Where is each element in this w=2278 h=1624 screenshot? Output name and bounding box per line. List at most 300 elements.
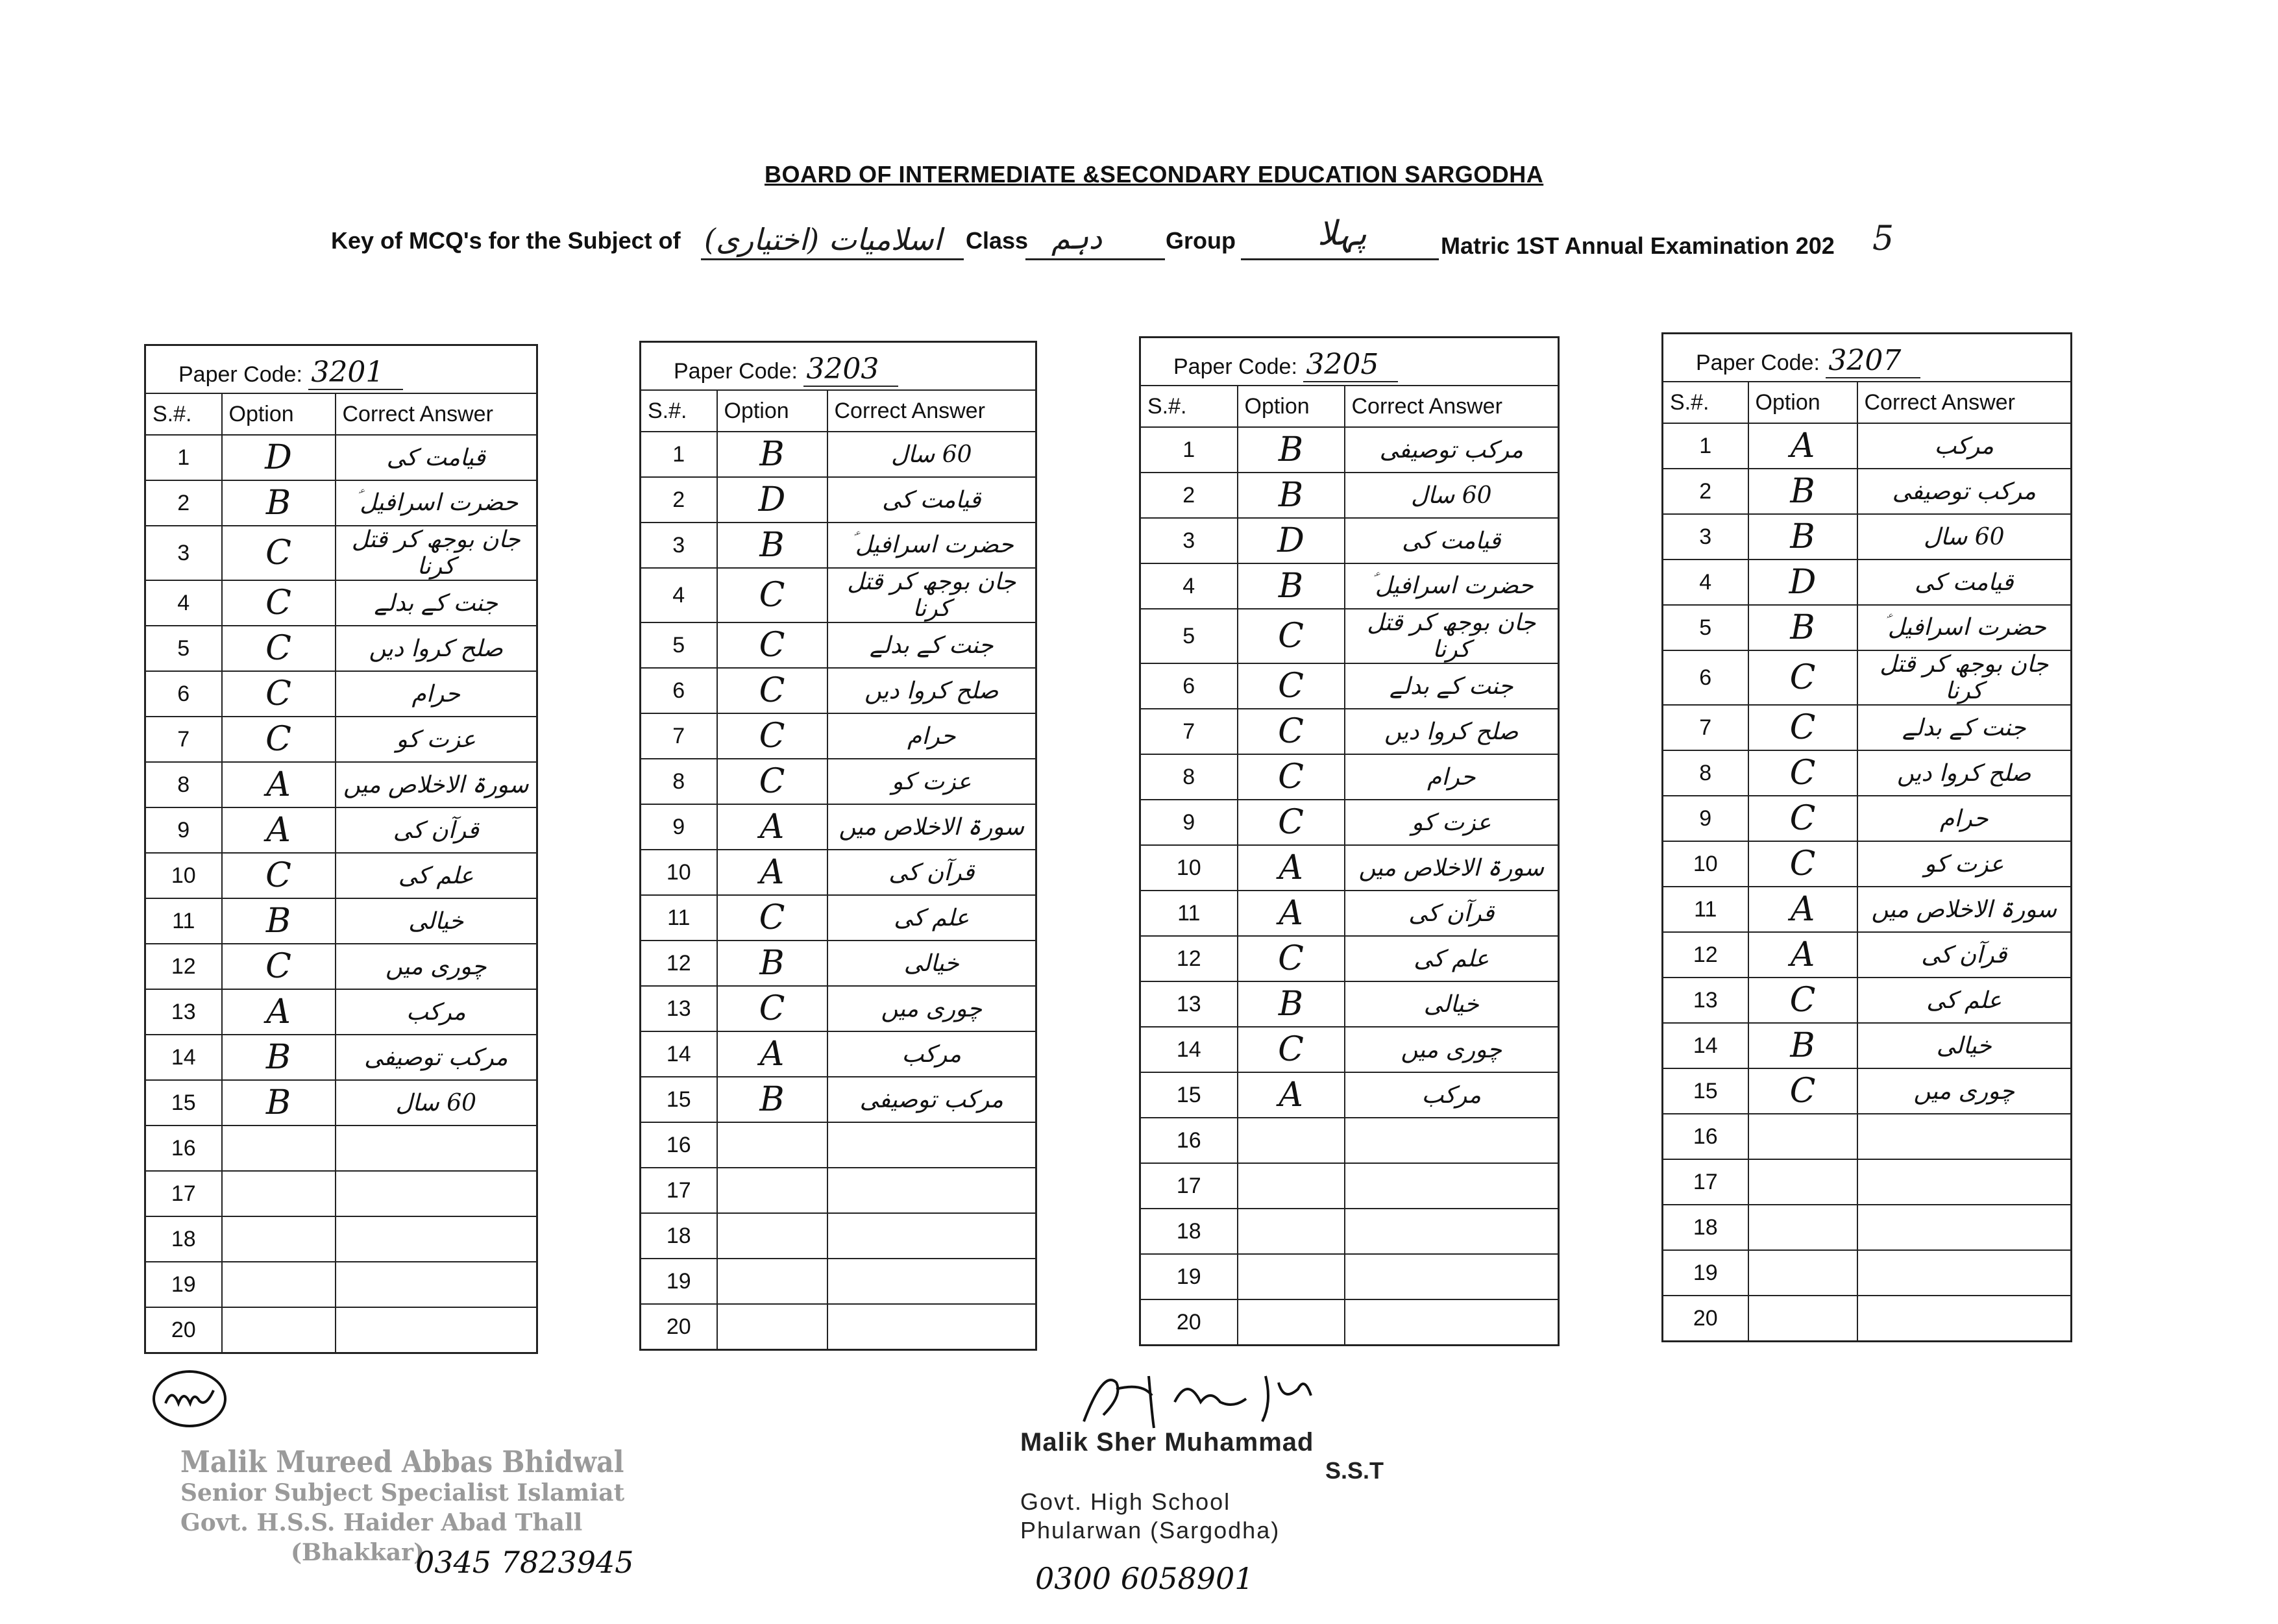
option-cell [222, 1262, 336, 1307]
option-cell [1238, 1118, 1345, 1163]
sno-cell: 16 [1663, 1114, 1748, 1159]
stamp-left-district: (Bhakkar) [291, 1539, 425, 1566]
answer-cell: مرکب توصیفی [1345, 427, 1559, 473]
sno-cell: 6 [1663, 650, 1748, 705]
sno-cell: 7 [145, 717, 222, 762]
paper-code-cell [1140, 338, 1559, 386]
option-cell: C [1748, 978, 1857, 1023]
sno-cell: 15 [1140, 1072, 1238, 1118]
sno-cell: 16 [145, 1126, 222, 1171]
answer-cell [1857, 1250, 2072, 1296]
answer-key-table-4 [1661, 332, 2072, 1342]
option-cell: C [1238, 1027, 1345, 1072]
answer-cell: صلح کروا دیں [336, 626, 537, 671]
answer-cell: سورۃ الاخلاص میں [336, 762, 537, 807]
table-row [1663, 605, 2072, 650]
sno-cell: 15 [145, 1080, 222, 1126]
option-cell: B [1748, 514, 1857, 560]
option-cell [717, 1259, 827, 1304]
table-row [641, 941, 1036, 986]
key-label: Key of MCQ's for the Subject of [331, 227, 681, 254]
option-cell: C [1748, 796, 1857, 841]
table-row [1140, 609, 1559, 663]
table-row [641, 668, 1036, 713]
answer-cell: حرام [1345, 754, 1559, 800]
option-cell: B [222, 1080, 336, 1126]
answer-cell: علم کی [1345, 936, 1559, 981]
answer-cell [336, 1307, 537, 1353]
option-cell: C [717, 622, 827, 668]
sno-cell: 10 [641, 850, 717, 895]
paper-code-label: Paper Code: [674, 359, 798, 384]
table-row [145, 898, 537, 944]
table-row [145, 1080, 537, 1126]
sno-cell: 3 [145, 526, 222, 580]
option-cell: A [717, 850, 827, 895]
answer-cell: جنت کے بدلے [336, 580, 537, 626]
table-row [641, 477, 1036, 523]
answer-cell: مرکب [1345, 1072, 1559, 1118]
option-cell: D [1748, 560, 1857, 605]
group-value: پہلا [1317, 214, 1367, 253]
table-row [641, 986, 1036, 1031]
option-cell: B [717, 523, 827, 568]
option-cell: B [1238, 473, 1345, 518]
table-row [1140, 754, 1559, 800]
sno-cell: 17 [1140, 1163, 1238, 1209]
option-cell: C [222, 671, 336, 717]
option-cell: C [1748, 705, 1857, 750]
answer-cell: قرآن کی [1345, 891, 1559, 936]
answer-cell: جان بوجھ کر قتل کرنا [1345, 609, 1559, 663]
answer-cell: 60 سال [1345, 473, 1559, 518]
answer-cell: جان بوجھ کر قتل کرنا [336, 526, 537, 580]
option-cell: C [1238, 800, 1345, 845]
table-row [1663, 1250, 2072, 1296]
table-row [641, 850, 1036, 895]
table-row [641, 523, 1036, 568]
stamp-left-designation: Senior Subject Specialist Islamiat [180, 1479, 625, 1507]
sno-cell: 5 [145, 626, 222, 671]
option-cell [1238, 1163, 1345, 1209]
sno-header: S.#. [145, 393, 222, 435]
table-row [1140, 845, 1559, 891]
option-cell [222, 1307, 336, 1353]
answer-cell: قیامت کی [827, 477, 1036, 523]
sno-cell: 1 [1140, 427, 1238, 473]
table-row [641, 1259, 1036, 1304]
table-row [1663, 469, 2072, 514]
answer-cell: صلح کروا دیں [1857, 750, 2072, 796]
table-row [1663, 750, 2072, 796]
paper-code-label: Paper Code: [1173, 354, 1297, 379]
answer-cell: سورۃ الاخلاص میں [1345, 845, 1559, 891]
table-row [1663, 1296, 2072, 1342]
table-row [641, 568, 1036, 622]
answer-cell [827, 1304, 1036, 1350]
option-cell: B [1748, 469, 1857, 514]
sno-cell: 11 [1663, 887, 1748, 932]
paper-code-label: Paper Code: [1696, 351, 1820, 375]
table-row [145, 807, 537, 853]
sno-cell: 20 [641, 1304, 717, 1350]
table-row [145, 671, 537, 717]
table-row [145, 1126, 537, 1171]
sno-cell: 12 [1663, 932, 1748, 978]
sno-cell: 9 [641, 804, 717, 850]
sno-cell: 13 [1663, 978, 1748, 1023]
table-row [1140, 891, 1559, 936]
answer-cell: خیالی [1345, 981, 1559, 1027]
table-row [1140, 663, 1559, 709]
sno-cell: 2 [1140, 473, 1238, 518]
table-row [1663, 705, 2072, 750]
table-row [1140, 1163, 1559, 1209]
option-cell: C [222, 580, 336, 626]
sno-cell: 16 [1140, 1118, 1238, 1163]
sno-cell: 6 [641, 668, 717, 713]
table-row [1140, 1209, 1559, 1254]
stamp-left-school: Govt. H.S.S. Haider Abad Thall [180, 1509, 583, 1536]
sno-cell: 16 [641, 1122, 717, 1168]
option-cell: C [222, 526, 336, 580]
sno-cell: 12 [641, 941, 717, 986]
sno-cell: 10 [1140, 845, 1238, 891]
option-cell [1238, 1254, 1345, 1299]
paper-code-cell [641, 342, 1036, 391]
answer-cell [336, 1171, 537, 1216]
table-row [145, 989, 537, 1035]
option-cell: A [222, 807, 336, 853]
table-row [145, 1262, 537, 1307]
correct-answer-header: Correct Answer [336, 393, 537, 435]
option-cell: C [1238, 663, 1345, 709]
answer-cell: حرام [827, 713, 1036, 759]
option-cell: A [1238, 1072, 1345, 1118]
stamp-right-school: Govt. High School [1020, 1488, 1231, 1515]
option-cell: D [1238, 518, 1345, 563]
sno-cell: 20 [145, 1307, 222, 1353]
answer-cell [336, 1126, 537, 1171]
sno-cell: 19 [145, 1262, 222, 1307]
sno-cell: 9 [1140, 800, 1238, 845]
table-row [1140, 518, 1559, 563]
option-cell: A [222, 762, 336, 807]
table-row [1663, 514, 2072, 560]
table-row [641, 895, 1036, 941]
sno-cell: 8 [641, 759, 717, 804]
option-cell [1238, 1209, 1345, 1254]
sno-cell: 20 [1663, 1296, 1748, 1342]
option-header: Option [1748, 382, 1857, 423]
answer-cell: حضرت اسرافیل ؑ [1857, 605, 2072, 650]
sno-cell: 5 [641, 622, 717, 668]
sno-cell: 15 [1663, 1068, 1748, 1114]
table-row [1663, 887, 2072, 932]
group-underline [1241, 258, 1439, 260]
option-cell: C [1238, 709, 1345, 754]
answer-cell: قرآن کی [336, 807, 537, 853]
answer-cell: قرآن کی [827, 850, 1036, 895]
correct-answer-header: Correct Answer [1857, 382, 2072, 423]
answer-cell [336, 1262, 537, 1307]
answer-cell [1345, 1209, 1559, 1254]
table-row [145, 853, 537, 898]
table-row [1140, 936, 1559, 981]
sno-cell: 13 [641, 986, 717, 1031]
table-row [1140, 473, 1559, 518]
table-row [1663, 932, 2072, 978]
table-row [1140, 1072, 1559, 1118]
option-cell: A [717, 1031, 827, 1077]
option-cell: A [717, 804, 827, 850]
answer-cell: خیالی [827, 941, 1036, 986]
sno-cell: 15 [641, 1077, 717, 1122]
answer-cell: علم کی [336, 853, 537, 898]
answer-cell: مرکب [1857, 423, 2072, 469]
group-label: Group [1166, 227, 1236, 254]
sno-cell: 17 [145, 1171, 222, 1216]
table-row [1140, 1299, 1559, 1346]
sno-cell: 5 [1663, 605, 1748, 650]
answer-cell: قیامت کی [1857, 560, 2072, 605]
class-value: دہم [1051, 221, 1103, 256]
option-cell: B [222, 898, 336, 944]
table-row [1140, 1118, 1559, 1163]
sno-cell: 13 [145, 989, 222, 1035]
table-row [1140, 800, 1559, 845]
initials-signature [149, 1363, 234, 1434]
sno-cell: 17 [1663, 1159, 1748, 1205]
answer-cell: جان بوجھ کر قتل کرنا [827, 568, 1036, 622]
paper-code-value: 3201 [308, 356, 403, 390]
sno-cell: 5 [1140, 609, 1238, 663]
option-cell: B [222, 1035, 336, 1080]
answer-cell: مرکب [827, 1031, 1036, 1077]
table-row [145, 762, 537, 807]
sno-cell: 13 [1140, 981, 1238, 1027]
exam-label: Matric 1ST Annual Examination 202 [1441, 232, 1835, 259]
answer-cell: صلح کروا دیں [827, 668, 1036, 713]
option-cell: B [717, 432, 827, 477]
option-cell: B [717, 941, 827, 986]
option-cell [1748, 1159, 1857, 1205]
sno-cell: 2 [1663, 469, 1748, 514]
option-cell: C [717, 895, 827, 941]
stamp-right-location: Phularwan (Sargodha) [1020, 1517, 1280, 1544]
sno-cell: 8 [1663, 750, 1748, 796]
table-row [1140, 563, 1559, 609]
sno-cell: 4 [1663, 560, 1748, 605]
answer-cell: جنت کے بدلے [1857, 705, 2072, 750]
table-row [641, 1122, 1036, 1168]
table-row [145, 626, 537, 671]
answer-cell [1857, 1205, 2072, 1250]
stamp-left-phone: 0345 7823945 [415, 1545, 634, 1580]
table-row [641, 1304, 1036, 1350]
answer-cell: قرآن کی [1857, 932, 2072, 978]
answer-key-table-1 [144, 344, 538, 1354]
paper-code-cell [145, 345, 537, 394]
answer-cell: قیامت کی [1345, 518, 1559, 563]
answer-cell [1345, 1299, 1559, 1346]
option-cell: C [1748, 650, 1857, 705]
sno-cell: 14 [145, 1035, 222, 1080]
sno-cell: 7 [1140, 709, 1238, 754]
answer-cell: حضرت اسرافیل ؑ [336, 480, 537, 526]
option-cell: B [1238, 563, 1345, 609]
answer-cell [1345, 1163, 1559, 1209]
table-row [1663, 650, 2072, 705]
answer-cell [336, 1216, 537, 1262]
option-cell: D [717, 477, 827, 523]
sno-cell: 11 [1140, 891, 1238, 936]
option-cell: B [1238, 981, 1345, 1027]
answer-cell: عزت کو [1857, 841, 2072, 887]
table-row [641, 1168, 1036, 1213]
paper-code-label: Paper Code: [178, 362, 302, 387]
table-row [1663, 1114, 2072, 1159]
answer-cell: علم کی [827, 895, 1036, 941]
answer-cell: جنت کے بدلے [1345, 663, 1559, 709]
answer-key-table-3 [1139, 336, 1560, 1346]
answer-cell: صلح کروا دیں [1345, 709, 1559, 754]
sno-cell: 4 [641, 568, 717, 622]
table-row [145, 1171, 537, 1216]
sno-cell: 19 [1140, 1254, 1238, 1299]
answer-cell: عزت کو [827, 759, 1036, 804]
answer-cell [1857, 1159, 2072, 1205]
answer-cell [1345, 1254, 1559, 1299]
table-row [145, 526, 537, 580]
option-cell: C [222, 853, 336, 898]
answer-cell: حرام [336, 671, 537, 717]
option-cell: C [717, 668, 827, 713]
paper-code-cell [1663, 334, 2072, 382]
table-row [1663, 1068, 2072, 1114]
table-row [1663, 1159, 2072, 1205]
sno-cell: 2 [145, 480, 222, 526]
answer-cell [827, 1259, 1036, 1304]
answer-key-table-2 [639, 341, 1037, 1351]
sno-cell: 7 [1663, 705, 1748, 750]
sno-cell: 14 [1663, 1023, 1748, 1068]
table-row [1140, 1254, 1559, 1299]
sno-cell: 11 [641, 895, 717, 941]
table-row [1663, 978, 2072, 1023]
option-cell [1748, 1296, 1857, 1342]
sno-cell: 20 [1140, 1299, 1238, 1346]
option-cell: C [717, 986, 827, 1031]
sno-header: S.#. [641, 390, 717, 432]
class-label: Class [966, 227, 1029, 254]
exam-year-suffix: 5 [1872, 219, 1894, 258]
answer-cell: جان بوجھ کر قتل کرنا [1857, 650, 2072, 705]
option-cell: C [717, 713, 827, 759]
option-cell: A [1748, 423, 1857, 469]
table-row [641, 432, 1036, 477]
table-row [641, 622, 1036, 668]
sno-cell: 18 [1663, 1205, 1748, 1250]
sno-cell: 4 [145, 580, 222, 626]
board-title: BOARD OF INTERMEDIATE &SECONDARY EDUCATION SARGODHA [765, 161, 1544, 188]
sno-cell: 8 [1140, 754, 1238, 800]
table-row [1663, 841, 2072, 887]
sno-cell: 10 [145, 853, 222, 898]
stamp-right-phone: 0300 6058901 [1035, 1561, 1254, 1596]
answer-cell: عزت کو [336, 717, 537, 762]
option-header: Option [222, 393, 336, 435]
option-cell: C [1238, 609, 1345, 663]
table-row [145, 580, 537, 626]
option-cell: C [222, 944, 336, 989]
option-header: Option [717, 390, 827, 432]
sno-cell: 19 [641, 1259, 717, 1304]
sno-cell: 9 [1663, 796, 1748, 841]
sno-cell: 18 [1140, 1209, 1238, 1254]
option-cell: C [717, 568, 827, 622]
table-row [145, 1307, 537, 1353]
table-row [641, 1031, 1036, 1077]
signature [1071, 1363, 1363, 1434]
option-cell [717, 1168, 827, 1213]
table-row [641, 1213, 1036, 1259]
answer-cell: 60 سال [1857, 514, 2072, 560]
sno-cell: 17 [641, 1168, 717, 1213]
table-row [641, 713, 1036, 759]
answer-cell: سورۃ الاخلاص میں [1857, 887, 2072, 932]
answer-cell: جنت کے بدلے [827, 622, 1036, 668]
sno-cell: 7 [641, 713, 717, 759]
sno-cell: 6 [145, 671, 222, 717]
answer-cell [827, 1122, 1036, 1168]
table-row [145, 944, 537, 989]
option-cell [717, 1304, 827, 1350]
sno-cell: 18 [145, 1216, 222, 1262]
table-row [145, 435, 537, 480]
sno-cell: 6 [1140, 663, 1238, 709]
stamp-right-designation: S.S.T [1325, 1457, 1384, 1484]
table-row [1140, 1027, 1559, 1072]
option-header: Option [1238, 386, 1345, 427]
paper-code-value: 3203 [803, 352, 898, 387]
sno-cell: 3 [641, 523, 717, 568]
option-cell: B [222, 480, 336, 526]
correct-answer-header: Correct Answer [827, 390, 1036, 432]
option-cell: B [717, 1077, 827, 1122]
answer-cell [1857, 1296, 2072, 1342]
answer-cell: خیالی [336, 898, 537, 944]
option-cell: C [717, 759, 827, 804]
answer-cell [1345, 1118, 1559, 1163]
sno-cell: 1 [145, 435, 222, 480]
answer-cell: مرکب توصیفی [336, 1035, 537, 1080]
option-cell [222, 1171, 336, 1216]
table-row [1140, 709, 1559, 754]
answer-cell [1857, 1114, 2072, 1159]
stamp-left-name: Malik Mureed Abbas Bhidwal [180, 1444, 624, 1479]
sno-cell: 3 [1663, 514, 1748, 560]
answer-cell: علم کی [1857, 978, 2072, 1023]
sno-header: S.#. [1140, 386, 1238, 427]
table-row [641, 759, 1036, 804]
answer-cell: حضرت اسرافیل ؑ [827, 523, 1036, 568]
option-cell: C [1238, 754, 1345, 800]
stamp-right [1020, 1428, 1384, 1544]
option-cell: B [1238, 427, 1345, 473]
stamp-right-name: Malik Sher Muhammad [1020, 1428, 1314, 1457]
table-row [1663, 796, 2072, 841]
